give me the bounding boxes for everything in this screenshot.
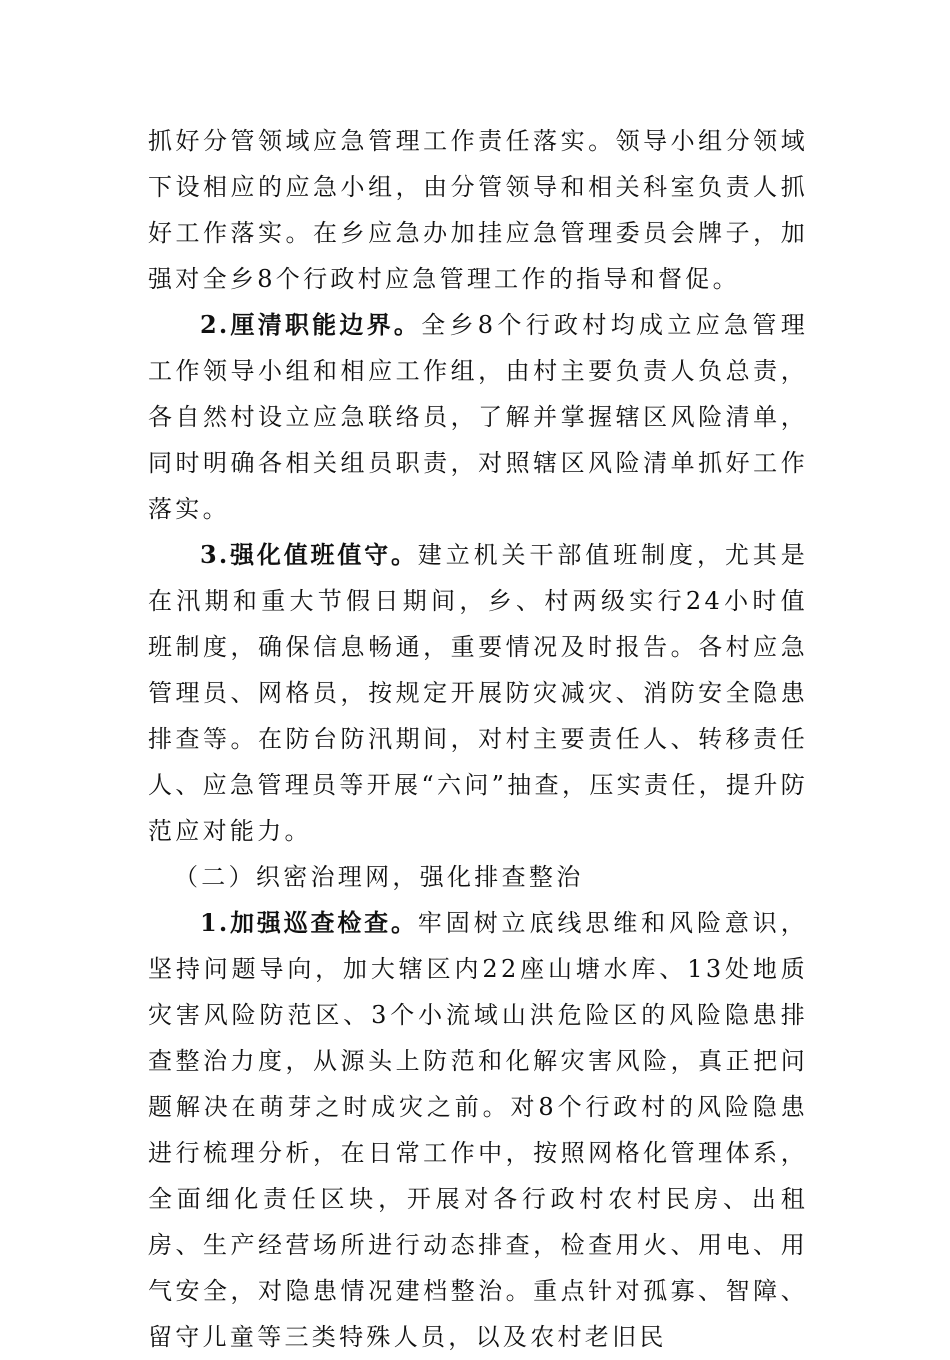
paragraph-clarify-functions xyxy=(148,302,808,532)
paragraph-text: 全乡8个行政村均成立应急管理工作领导小组和相应工作组，由村主要负责人负总责，各自然村设立应急联络员，了解并掌握辖区风险清单，同时明确各相关组员职责，对照辖区风险清单抓好工作落实。 xyxy=(148,311,809,523)
paragraph-text: 牢固树立底线思维和风险意识，坚持问题导向，加大辖区内22座山塘水库、13处地质灾害风险防范区、3个小流域山洪危险区的风险隐患排查整治力度，从源头上防范和化解灾害风险，真正把问题解决在萌芽之时成灾之前。对8个行政村的风险隐患进行梳理分析，在日常工作中，按照网格化管理体系，全面细化责任区块，开展对各行政村农村民房、出租房、生产经营场所进行动态排查，检查用火、用电、用气安全，对隐患情况建档整治。重点针对孤寡、智障、留守儿童等三类特殊人员，以及农村老旧民 xyxy=(148,909,809,1351)
paragraph-heading: 3.强化值班值守。 xyxy=(200,540,418,569)
paragraph-duty-watch xyxy=(148,532,808,854)
paragraph-heading: 1.加强巡查检查。 xyxy=(200,908,418,937)
paragraph-continuation xyxy=(148,118,808,302)
paragraph-inspection xyxy=(148,900,808,1360)
paragraph-text: 建立机关干部值班制度，尤其是在汛期和重大节假日期间，乡、村两级实行24小时值班制度，确保信息畅通，重要情况及时报告。各村应急管理员、网格员，按规定开展防灾减灾、消防安全隐患排查等。在防台防汛期间，对村主要责任人、转移责任人、应急管理员等开展“六问”抽查，压实责任，提升防范应对能力。 xyxy=(148,541,809,845)
paragraph-text: 抓好分管领域应急管理工作责任落实。领导小组分领域下设相应的应急小组，由分管领导和相关科室负责人抓好工作落实。在乡应急办加挂应急管理委员会牌子，加强对全乡8个行政村应急管理工作的指导和督促。 xyxy=(148,127,808,293)
section-title: （二）织密治理网，强化排查整治 xyxy=(174,863,584,891)
document-body xyxy=(148,118,808,1360)
paragraph-heading: 2.厘清职能边界。 xyxy=(200,310,422,339)
